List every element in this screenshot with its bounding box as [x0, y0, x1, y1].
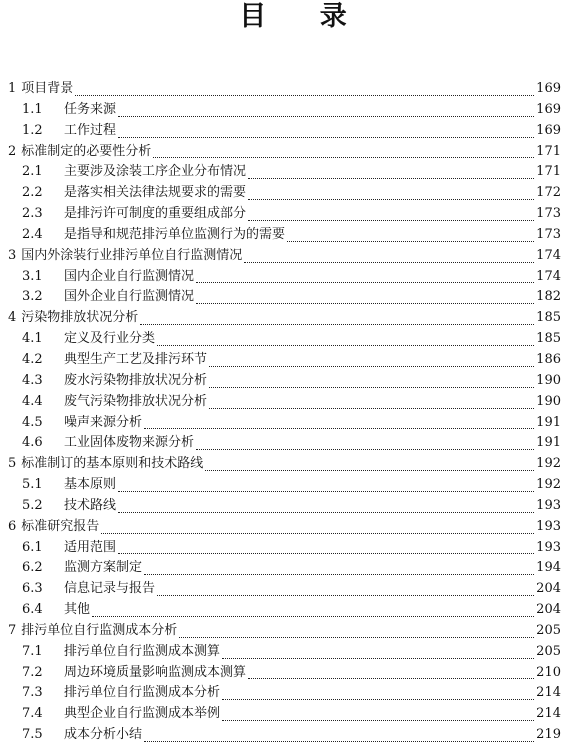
- toc-leader-dots: [248, 677, 534, 679]
- toc-section-entry[interactable]: [8, 600, 561, 621]
- toc-entry-title: 成本分析小结: [64, 727, 143, 743]
- toc-chapter-entry[interactable]: [8, 246, 561, 267]
- toc-section-entry[interactable]: [8, 642, 561, 663]
- toc-chapter-entry[interactable]: [8, 621, 561, 642]
- toc-section-entry[interactable]: [8, 100, 561, 121]
- toc-leader-dots: [222, 657, 534, 659]
- toc-leader-dots: [153, 156, 534, 158]
- toc-page-number: 205: [536, 643, 561, 659]
- toc-entry-title: 噪声来源分析: [64, 414, 143, 430]
- toc-page-number: 214: [536, 685, 561, 701]
- toc-entry-number: 4.2: [22, 351, 43, 367]
- toc-leader-dots: [118, 552, 534, 554]
- toc-entry-title: 信息记录与报告: [64, 581, 156, 597]
- toc-page-number: 169: [536, 101, 561, 117]
- toc-section-entry[interactable]: [8, 725, 561, 746]
- toc-section-entry[interactable]: [8, 413, 561, 434]
- toc-entry-number: 4.1: [22, 331, 43, 347]
- toc-entry-title: 废水污染物排放状况分析: [64, 372, 208, 388]
- toc-leader-dots: [118, 136, 534, 138]
- toc-entry-number: 5.1: [22, 477, 43, 493]
- toc-entry-title: 是落实相关法律法规要求的需要: [64, 185, 247, 201]
- toc-entry-number: 6.1: [22, 539, 43, 555]
- toc-page-number: 182: [536, 289, 561, 305]
- toc-entry-title: 是排污许可制度的重要组成部分: [64, 206, 247, 222]
- toc-leader-dots: [140, 323, 534, 325]
- toc-section-entry[interactable]: [8, 204, 561, 225]
- toc-page-number: 192: [536, 477, 561, 493]
- toc-page-number: 214: [536, 706, 561, 722]
- toc-leader-dots: [144, 573, 534, 575]
- toc-page-number: 169: [536, 81, 561, 96]
- toc-leader-dots: [209, 386, 534, 388]
- toc-entry-number: 5: [8, 456, 17, 472]
- toc-entry-title: 主要涉及涂装工序企业分布情况: [64, 164, 247, 180]
- toc-entry-number: 3: [8, 247, 17, 263]
- toc-page-number: 173: [536, 206, 561, 222]
- toc-entry-number: 4.6: [22, 435, 43, 451]
- toc-entry-number: 7.1: [22, 643, 43, 659]
- toc-entry-number: 2.3: [22, 206, 43, 222]
- toc-entry-number: 2.4: [22, 226, 43, 242]
- toc-section-entry[interactable]: [8, 496, 561, 517]
- toc-section-entry[interactable]: [8, 683, 561, 704]
- toc-entry-number: 3.2: [22, 289, 43, 305]
- toc-leader-dots: [144, 427, 534, 429]
- toc-leader-dots: [157, 344, 534, 346]
- toc-chapter-entry[interactable]: [8, 142, 561, 163]
- toc-entry-number: 4.3: [22, 372, 43, 388]
- toc-leader-dots: [196, 302, 534, 304]
- toc-page-number: 191: [536, 435, 561, 451]
- toc-page-number: 204: [536, 581, 561, 597]
- toc-page-number: 171: [536, 164, 561, 180]
- toc-leader-dots: [222, 698, 534, 700]
- toc-entry-title: 基本原则: [64, 477, 117, 493]
- toc-page-number: 191: [536, 414, 561, 430]
- table-of-contents: [8, 79, 561, 746]
- toc-leader-dots: [101, 532, 534, 534]
- toc-entry-title: 监测方案制定: [64, 560, 143, 576]
- toc-section-entry[interactable]: [8, 558, 561, 579]
- toc-leader-dots: [248, 198, 534, 200]
- toc-leader-dots: [196, 448, 534, 450]
- toc-entry-title: 适用范围: [64, 539, 117, 555]
- toc-entry-title: 排污单位自行监测成本测算: [64, 643, 221, 659]
- toc-section-entry[interactable]: [8, 579, 561, 600]
- toc-section-entry[interactable]: [8, 162, 561, 183]
- toc-leader-dots: [144, 740, 534, 742]
- toc-leader-dots: [92, 615, 534, 617]
- toc-entry-title: 国内企业自行监测情况: [64, 268, 195, 284]
- toc-page-number: 190: [536, 393, 561, 409]
- toc-entry-number: 6: [8, 518, 17, 534]
- toc-leader-dots: [157, 594, 534, 596]
- toc-leader-dots: [248, 177, 534, 179]
- toc-leader-dots: [209, 365, 534, 367]
- toc-entry-title: 排污单位自行监测成本分析: [64, 685, 221, 701]
- toc-page-number: 185: [536, 310, 561, 326]
- toc-page-number: 174: [536, 247, 561, 263]
- toc-leader-dots: [118, 490, 534, 492]
- toc-page-number: 173: [536, 226, 561, 242]
- toc-entry-number: 2: [8, 143, 17, 159]
- toc-entry-title: 工作过程: [64, 122, 117, 138]
- toc-page-number: 174: [536, 268, 561, 284]
- toc-entry-number: 6.3: [22, 581, 43, 597]
- toc-page-number: 190: [536, 372, 561, 388]
- toc-leader-dots: [75, 94, 534, 96]
- toc-leader-dots: [196, 281, 534, 283]
- toc-entry-number: 1: [8, 81, 17, 96]
- toc-section-entry[interactable]: [8, 663, 561, 684]
- toc-leader-dots: [248, 219, 534, 221]
- toc-entry-number: 7.2: [22, 664, 43, 680]
- toc-leader-dots: [222, 719, 534, 721]
- toc-leader-dots: [287, 240, 534, 242]
- toc-entry-number: 7.5: [22, 727, 43, 743]
- toc-entry-number: 6.2: [22, 560, 43, 576]
- toc-entry-number: 1.2: [22, 122, 43, 138]
- toc-page-number: 193: [536, 518, 561, 534]
- toc-entry-title: 工业固体废物来源分析: [64, 435, 195, 451]
- toc-page-number: 185: [536, 331, 561, 347]
- toc-page-number: 192: [536, 456, 561, 472]
- toc-section-entry[interactable]: [8, 538, 561, 559]
- toc-section-entry[interactable]: [8, 350, 561, 371]
- toc-entry-number: 4.5: [22, 414, 43, 430]
- toc-entry-title: 定义及行业分类: [64, 331, 156, 347]
- page-title: 目 录: [239, 1, 369, 32]
- toc-chapter-entry[interactable]: [8, 308, 561, 329]
- toc-entry-number: 2.1: [22, 164, 43, 180]
- toc-section-entry[interactable]: [8, 329, 561, 350]
- toc-section-entry[interactable]: [8, 225, 561, 246]
- toc-section-entry[interactable]: [8, 267, 561, 288]
- toc-section-entry[interactable]: [8, 433, 561, 454]
- toc-entry-title: 项目背景: [21, 81, 74, 96]
- toc-entry-title: 标准研究报告: [21, 518, 100, 534]
- toc-entry-number: 1.1: [22, 101, 43, 117]
- toc-entry-number: 2.2: [22, 185, 43, 201]
- toc-entry-number: 4: [8, 310, 17, 326]
- toc-page-number: 172: [536, 185, 561, 201]
- toc-section-entry[interactable]: [8, 392, 561, 413]
- toc-entry-title: 是指导和规范排污单位监测行为的需要: [64, 226, 286, 242]
- toc-page-number: 194: [536, 560, 561, 576]
- toc-entry-title: 技术路线: [64, 497, 117, 513]
- toc-entry-title: 周边环境质量影响监测成本测算: [64, 664, 247, 680]
- toc-page-number: 186: [536, 351, 561, 367]
- toc-leader-dots: [118, 511, 534, 513]
- toc-entry-number: 7: [8, 622, 17, 638]
- toc-section-entry[interactable]: [8, 371, 561, 392]
- toc-entry-title: 国内外涂装行业排污单位自行监测情况: [21, 247, 243, 263]
- toc-leader-dots: [209, 407, 534, 409]
- toc-leader-dots: [244, 261, 534, 263]
- toc-page-number: 210: [536, 664, 561, 680]
- toc-section-entry[interactable]: [8, 704, 561, 725]
- toc-entry-number: 4.4: [22, 393, 43, 409]
- toc-page-number: 193: [536, 539, 561, 555]
- toc-entry-number: 7.3: [22, 685, 43, 701]
- toc-entry-number: 7.4: [22, 706, 43, 722]
- toc-section-entry[interactable]: [8, 287, 561, 308]
- toc-section-entry[interactable]: [8, 121, 561, 142]
- toc-entry-title: 污染物排放状况分析: [21, 310, 139, 326]
- toc-page-number: 171: [536, 143, 561, 159]
- toc-entry-title: 排污单位自行监测成本分析: [21, 622, 178, 638]
- toc-page-number: 204: [536, 602, 561, 618]
- toc-entry-title: 标准制订的基本原则和技术路线: [21, 456, 204, 472]
- toc-entry-title: 任务来源: [64, 101, 117, 117]
- toc-leader-dots: [118, 115, 534, 117]
- toc-entry-title: 典型生产工艺及排污环节: [64, 351, 208, 367]
- toc-page-number: 219: [536, 727, 561, 743]
- toc-chapter-entry[interactable]: [8, 517, 561, 538]
- toc-entry-title: 其他: [64, 602, 91, 618]
- toc-chapter-entry[interactable]: [8, 79, 561, 100]
- toc-entry-title: 标准制定的必要性分析: [21, 143, 152, 159]
- toc-page-number: 169: [536, 122, 561, 138]
- toc-chapter-entry[interactable]: [8, 454, 561, 475]
- toc-leader-dots: [205, 469, 534, 471]
- toc-entry-number: 6.4: [22, 602, 43, 618]
- toc-section-entry[interactable]: [8, 475, 561, 496]
- toc-leader-dots: [179, 636, 534, 638]
- toc-entry-title: 废气污染物排放状况分析: [64, 393, 208, 409]
- toc-section-entry[interactable]: [8, 183, 561, 204]
- toc-entry-title: 典型企业自行监测成本举例: [64, 706, 221, 722]
- toc-entry-number: 3.1: [22, 268, 43, 284]
- toc-page-number: 205: [536, 622, 561, 638]
- toc-entry-title: 国外企业自行监测情况: [64, 289, 195, 305]
- toc-page-number: 193: [536, 497, 561, 513]
- toc-entry-number: 5.2: [22, 497, 43, 513]
